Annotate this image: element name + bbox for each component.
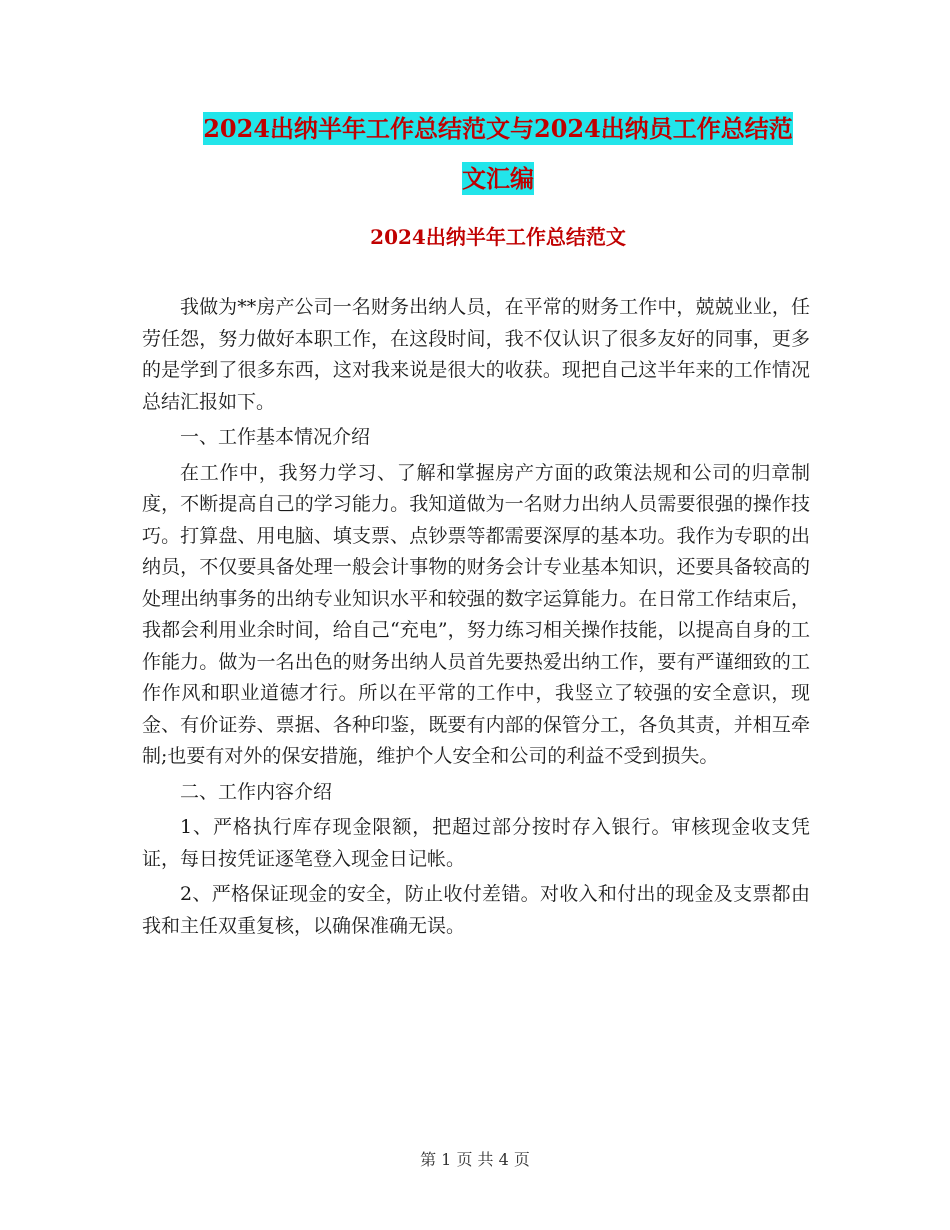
document-title-line-1: 2024出纳半年工作总结范文与2024出纳员工作总结范: [203, 114, 793, 143]
document-title: [140, 104, 856, 204]
paragraph-item-1: 1、严格执行库存现金限额，把超过部分按时存入银行。审核现金收支凭证，每日按凭证逐笔登入现金日记帐。: [142, 816, 810, 870]
paragraph-intro: 我做为**房产公司一名财务出纳人员，在平常的财务工作中，兢兢业业，任劳任怨，努力做好本职工作，在这段时间，我不仅认识了很多友好的同事，更多的是学到了很多东西，这对我来说是很大的收获。现把自己这半年来的工作情况总结汇报如下。: [142, 296, 810, 413]
section-title: 2024出纳半年工作总结范文: [370, 225, 626, 249]
paragraph-basic-situation: 在工作中，我努力学习、了解和掌握房产方面的政策法规和公司的归章制度，不断提高自己的学习能力。我知道做为一名财力出纳人员需要很强的操作技巧。打算盘、用电脑、填支票、点钞票等都需要深厚的基本功。我作为专职的出纳员，不仅要具备处理一般会计事物的财务会计专业基本知识，还要具备较高的处理出纳事务的出纳专业知识水平和较强的数字运算能力。在日常工作结束后，我都会利用业余时间，给自己“充电”，努力练习相关操作技能，以提高自身的工作能力。做为一名出色的财务出纳人员首先要热爱出纳工作，要有严谨细致的工作作风和职业道德才行。所以在平常的工作中，我竖立了较强的安全意识，现金、有价证券、票据、各种印鉴，既要有内部的保管分工，各负其责，并相互牵制;也要有对外的保安措施，维护个人安全和公司的利益不受到损失。: [142, 461, 810, 767]
page-footer: 第 1 页 共 4 页: [420, 1150, 530, 1169]
document-title-line-2: 文汇编: [462, 164, 534, 193]
heading-work-content: 二、工作内容介绍: [180, 780, 333, 803]
heading-basic-situation: 一、工作基本情况介绍: [180, 426, 371, 448]
document-body: [142, 292, 810, 942]
paragraph-item-2: 2、严格保证现金的安全，防止收付差错。对收入和付出的现金及支票都由我和主任双重复核，以确保准确无误。: [142, 883, 810, 937]
